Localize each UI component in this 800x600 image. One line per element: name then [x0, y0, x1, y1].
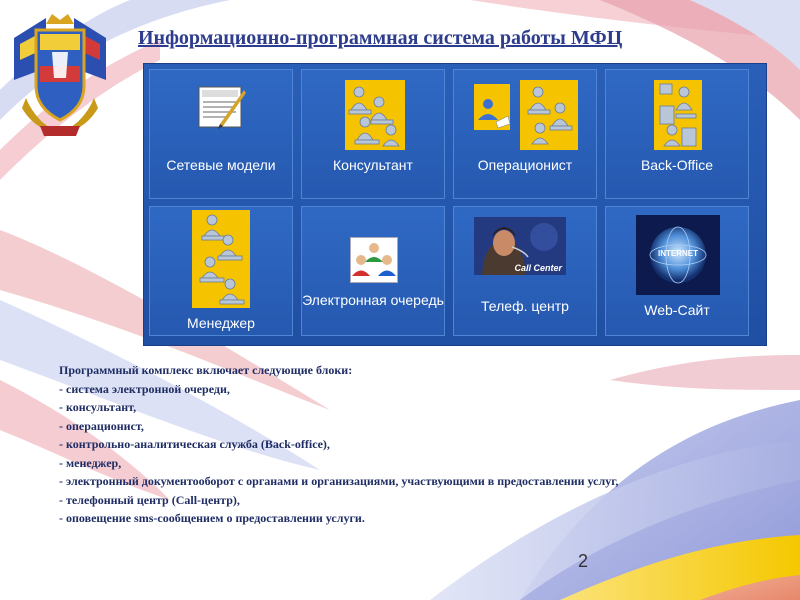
tile-website[interactable] — [605, 206, 749, 336]
call-center-photo — [474, 217, 566, 275]
list-item: - контрольно-аналитическая служба (Back-office), — [59, 437, 330, 451]
tile-label: Сетевые модели — [166, 157, 276, 173]
list-item: - операционист, — [59, 418, 144, 433]
tile-label: Web-Сайт — [644, 302, 710, 318]
tile-manager[interactable] — [149, 206, 293, 336]
intro-text: Программный комплекс включает следующие блоки: — [59, 363, 353, 377]
tile-operator[interactable] — [453, 69, 597, 199]
manager-people-icon — [192, 210, 250, 308]
page-number: 2 — [578, 551, 589, 571]
tile-back-office[interactable] — [605, 69, 749, 199]
tile-label: Телеф. центр — [481, 298, 569, 314]
consultant-people-icon — [345, 80, 405, 150]
slide-title: Информационно-программная система работы МФЦ — [138, 27, 623, 49]
list-item: - оповещение sms-сообщением о предоставлении услуги. — [59, 511, 365, 525]
network-document-icon — [198, 84, 246, 130]
electronic-queue-icon — [350, 237, 398, 283]
tile-network-models[interactable] — [149, 69, 293, 199]
tile-consultant[interactable] — [301, 69, 445, 199]
list-item: - менеджер, — [59, 455, 122, 470]
call-center-caption: Call Center — [514, 263, 562, 273]
tile-call-center[interactable] — [453, 206, 597, 336]
list-item: - телефонный центр (Call-центр), — [59, 492, 240, 507]
blocks-list — [59, 380, 759, 528]
list-item: - система электронной очереди, — [59, 381, 230, 396]
tile-electronic-queue[interactable] — [301, 206, 445, 336]
back-office-icon — [654, 80, 702, 150]
tile-label: Back-Office — [640, 157, 714, 173]
tile-label: Консультант — [333, 157, 413, 173]
globe-caption: INTERNET — [658, 249, 698, 258]
tile-label: Электронная очередь — [302, 292, 444, 308]
list-item: - консультант, — [59, 400, 137, 414]
modules-panel — [143, 63, 767, 346]
operator-people-icon — [474, 80, 578, 150]
internet-globe-icon — [636, 215, 720, 295]
tile-label: Менеджер — [187, 315, 255, 331]
tile-label: Операционист — [477, 157, 573, 173]
description-block — [59, 361, 759, 528]
coat-of-arms-emblem — [6, 8, 114, 140]
list-item: - электронный документооборот с органами и организациями, участвующими в предоставлении услуг, — [59, 474, 619, 488]
